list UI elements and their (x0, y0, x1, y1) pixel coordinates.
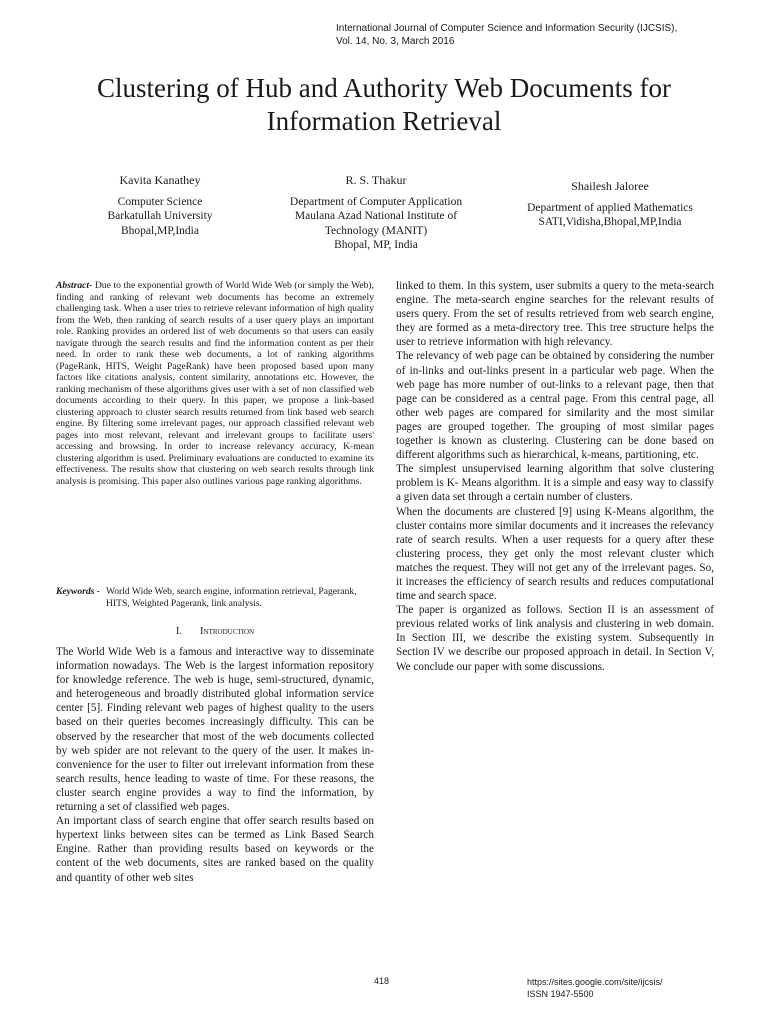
title-line-2: Information Retrieval (266, 106, 502, 136)
author-affiliation-line: Maulana Azad National Institute of (294, 210, 458, 222)
author-affiliation-line: Barkatullah University (107, 210, 213, 222)
author-affiliation-line: Computer Science (117, 195, 203, 208)
journal-name: International Journal of Computer Science and Information Security (IJCSIS), (336, 23, 678, 34)
abstract-label: Abstract- (56, 280, 93, 291)
journal-header (336, 22, 677, 48)
author-block-2 (270, 173, 482, 253)
footer-info (527, 976, 663, 1000)
body-paragraph: The paper is organized as follows. Section II is an assessment of previous related works of link analysis and clustering in web domain. In Section III, we describe the existing system. Subsequently in Section IV we describe our proposed approach in detail. In Section V, We conclude our paper with some discussions. (396, 604, 714, 673)
author-affiliation-line: Department of applied Mathematics (527, 201, 693, 214)
abstract (56, 280, 374, 487)
body-paragraph: linked to them. In this system, user submits a query to the meta-search engine. The meta-search engine searches for the relevant results of users query. From the set of results retrieved from web search engine, they are formed as a meta-directory tree. This tree structure helps the user to retrieve information with high relevancy. (396, 280, 714, 349)
page-number: 418 (374, 976, 390, 986)
author-block-1 (100, 173, 220, 238)
author-name: Kavita Kanathey (119, 173, 201, 187)
paper-title (0, 72, 768, 138)
author-affiliation-line: Technology (MANIT) (324, 224, 428, 237)
section-title: Introduction (200, 626, 255, 637)
intro-paragraph: The World Wide Web is a famous and interactive way to disseminate information nowadays. The Web is the largest information repository for knowledge reference. The web is huge, semi-structured, dynamic, and heterogeneous and broadly distributed global information service center [5]. Finding relevant web pages of highest quality to the users based on their queries becomes increasingly difficulty. This can be observed by the researcher that most of the web documents collected by web spider are not relevant to the query of the user. It makes in-convenience for the user to filter out irrelevant information from these search results, hence leading to waste of time. For these reasons, the cluster search engine provides a way to find the information, by returning a set of classified web pages. (56, 646, 374, 814)
introduction-body (56, 645, 374, 885)
author-block-3 (510, 179, 710, 230)
author-affiliation-line: Bhopal, MP, India (334, 239, 418, 251)
keywords-text: World Wide Web, search engine, information retrieval, Pagerank, HITS, Weighted Pagerank, link analysis. (105, 586, 357, 609)
section-number: I. (175, 626, 183, 637)
body-paragraph: The simplest unsupervised learning algorithm that solve clustering problem is K- Means algorithm. It is a simple and easy way to classify a given data set through a certain number of clusters. (396, 463, 714, 504)
author-affiliation-line: Department of Computer Application (289, 195, 463, 208)
abstract-text: Due to the exponential growth of World Wide Web (or simply the Web), finding and ranking of relevant web documents has become an extremely challenging task. When a user tries to retrieve relevant information of high quality from the Web, then ranking of search results of a user query plays an important role. Ranking provides an ordered list of web documents so that users can easily navigate through the search results and find the information content as per their need. In order to rank these web documents, a lot of ranking algorithms (PageRank, HITS, Weight PageRank) have been proposed based upon many factors like citations analysis, content similarity, annotations etc. However, the ranking mechanism of these algorithms gives user with a set of non classified web documents according to their query. In this paper, we propose a link-based clustering approach to cluster search results returned from link based web search engine. By filtering some irrelevant pages, our approach classified relevant web pages into most relevant, relevant and irrelevant groups to facilitate users' accessing and browsing. In order to increase relevancy accuracy, K-mean clustering algorithm is used. Preliminary evaluations are conducted to examine its effectiveness. The results show that clustering on web search results through link analysis is promising. This paper also outlines various page ranking algorithms. (56, 280, 374, 487)
body-paragraph: The relevancy of web page can be obtained by considering the number of in-links and out-links present in a particular web page. When the web page has more number of out-links to a relevant page, then that page can be considered as a central page. From this central page, all other web pages are compared for similarity and the most similar pages are grouped together. The grouping of most similar pages together is known as clustering. Clustering can be done based on different algorithms such as hierarchical, k-means, partitioning, etc. (396, 350, 714, 462)
issn: ISSN 1947-5500 (527, 989, 594, 999)
body-paragraph: When the documents are clustered [9] using K-Means algorithm, the cluster contains more similar documents and it increases the relevancy rate of search results. When a user requests for a query after these clustering process, they get only the most relevant cluster which matches the request. They will not get any of the irrelevant pages. So, it increases the efficiency of search results and reduces computational time and search space. (396, 505, 714, 603)
author-name: Shailesh Jaloree (571, 179, 649, 193)
keywords-label: Keywords - (56, 586, 100, 597)
author-name: R. S. Thakur (345, 173, 407, 187)
right-column-body (396, 279, 714, 674)
journal-volume: Vol. 14, No. 3, March 2016 (336, 36, 455, 47)
section-heading-introduction (56, 626, 374, 638)
intro-paragraph: An important class of search engine that offer search results based on hypertext links between sites can be termed as Link Based Search Engine. Rather than providing results based on keywords or the content of the web documents, sites are ranked based on the quality and quantity of other web sites (56, 815, 374, 884)
author-affiliation-line: SATI,Vidisha,Bhopal,MP,India (538, 216, 682, 228)
title-line-1: Clustering of Hub and Authority Web Documents for (96, 73, 671, 103)
author-affiliation-line: Bhopal,MP,India (121, 224, 199, 237)
keywords (56, 586, 374, 609)
journal-site-link[interactable]: https://sites.google.com/site/ijcsis/ (527, 977, 663, 987)
